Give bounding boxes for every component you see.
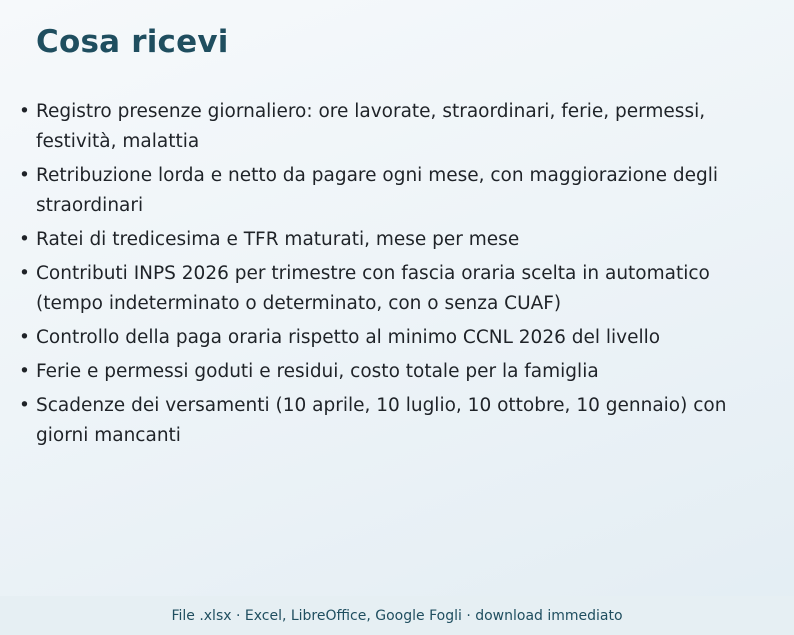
footer-text: File .xlsx · Excel, LibreOffice, Google Fogli · download immediato xyxy=(171,607,623,624)
feature-text: Ratei di tredicesima e TFR maturati, mese per mese xyxy=(36,229,520,250)
feature-item xyxy=(19,357,766,387)
bullet-icon: • xyxy=(19,101,30,122)
feature-text: Retribuzione lorda e netto da pagare ogni mese, con maggiorazione degli straordinari xyxy=(36,165,719,216)
feature-list xyxy=(19,97,766,455)
feature-item xyxy=(19,259,766,319)
bullet-icon: • xyxy=(19,395,30,416)
feature-item xyxy=(19,225,766,255)
bullet-icon: • xyxy=(19,229,30,250)
feature-text: Controllo della paga oraria rispetto al minimo CCNL 2026 del livello xyxy=(36,327,661,348)
feature-item xyxy=(19,391,766,451)
slide-title: Cosa ricevi xyxy=(36,24,229,60)
feature-text: Scadenze dei versamenti (10 aprile, 10 luglio, 10 ottobre, 10 gennaio) con giorni mancanti xyxy=(36,395,727,446)
feature-text: Contributi INPS 2026 per trimestre con fascia oraria scelta in automatico (tempo indeterminato o determinato, con o senza CUAF) xyxy=(36,263,710,314)
feature-text: Registro presenze giornaliero: ore lavorate, straordinari, ferie, permessi, festività, malattia xyxy=(36,101,706,152)
footer-bar xyxy=(0,596,794,635)
bullet-icon: • xyxy=(19,327,30,348)
bullet-icon: • xyxy=(19,165,30,186)
bullet-icon: • xyxy=(19,263,30,284)
feature-item xyxy=(19,161,766,221)
feature-text: Ferie e permessi goduti e residui, costo totale per la famiglia xyxy=(36,361,599,382)
feature-item xyxy=(19,323,766,353)
bullet-icon: • xyxy=(19,361,30,382)
feature-item xyxy=(19,97,766,157)
